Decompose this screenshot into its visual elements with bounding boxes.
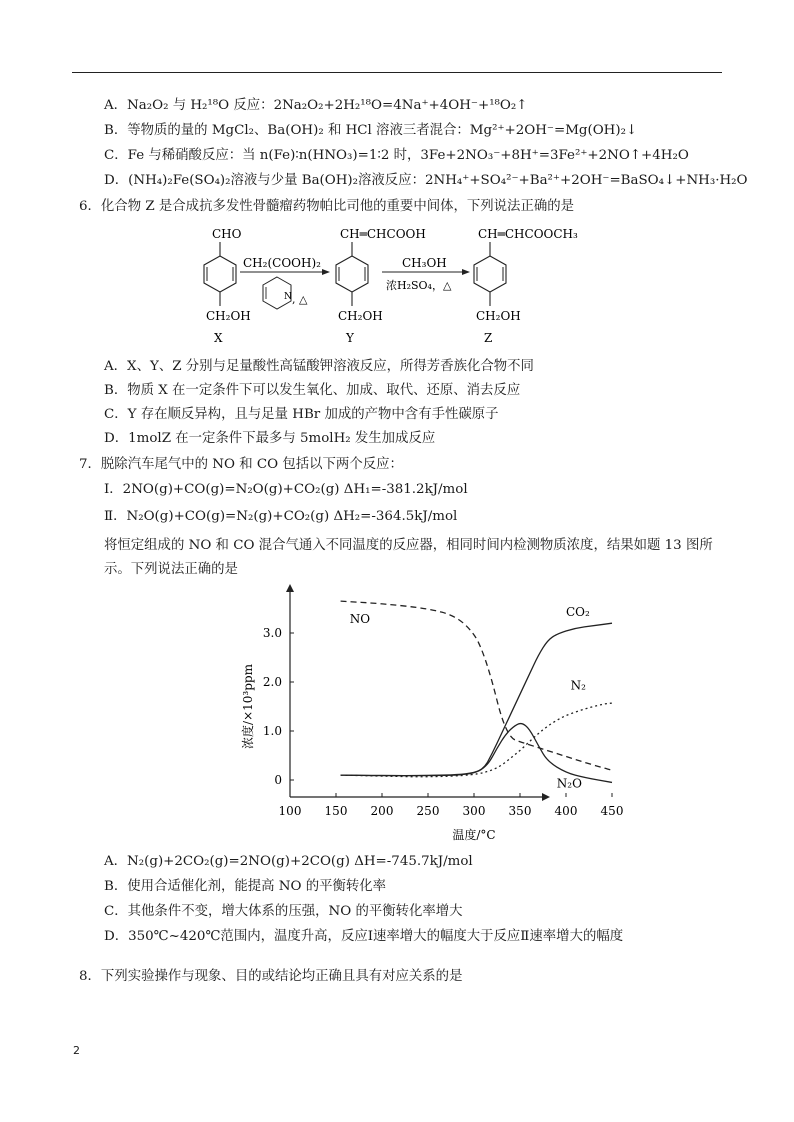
reagent-2: CH₃OH <box>402 256 447 270</box>
z-top-group: CH═CHCOOCH₃ <box>478 227 578 241</box>
x-axis-arrow <box>542 793 550 801</box>
q7-option-a: A．N₂(g)+2CO₂(g)=2NO(g)+2CO(g) ΔH=-745.7kJ/mol <box>104 854 473 869</box>
x-axis-label: 温度/°C <box>452 828 496 842</box>
q5-option-d: D．(NH₄)₂Fe(SO₄)₂溶液与少量 Ba(OH)₂溶液反应：2NH₄⁺+SO₄²⁻+Ba²⁺+2OH⁻=BaSO₄↓+NH₃·H₂O <box>104 173 748 188</box>
q7-option-b: B．使用合适催化剂，能提高 NO 的平衡转化率 <box>104 879 387 894</box>
series-name-label: CO₂ <box>566 604 590 619</box>
q7-stem: 7．脱除汽车尾气中的 NO 和 CO 包括以下两个反应： <box>79 457 403 472</box>
x-tick-label: 200 <box>370 804 394 818</box>
y-tick-label: 3.0 <box>262 626 282 640</box>
q5-option-a: A．Na₂O₂ 与 H₂¹⁸O 反应：2Na₂O₂+2H₂¹⁸O=4Na⁺+4OH⁻+¹⁸O₂↑ <box>104 98 528 113</box>
x-label: X <box>214 331 223 345</box>
q7-option-c: C．其他条件不变，增大体系的压强，NO 的平衡转化率增大 <box>104 904 463 919</box>
x-benzene-ring <box>204 256 236 292</box>
q7-reaction-1: Ⅰ．2NO(g)+CO(g)=N₂O(g)+CO₂(g) ΔH₁=-381.2kJ/mol <box>104 482 468 497</box>
series-name-label: N₂ <box>570 678 586 693</box>
q6-option-b: B．物质 X 在一定条件下可以发生氧化、加成、取代、还原、消去反应 <box>104 383 521 398</box>
y-axis-label: 浓度/×10³ppm <box>241 664 255 749</box>
q6-option-a: A．X、Y、Z 分别与足量酸性高锰酸钾溶液反应，所得芳香族化合物不同 <box>104 359 534 374</box>
y-benzene-ring <box>336 256 368 292</box>
pyridine-nitrogen: N <box>284 292 292 302</box>
page-number: 2 <box>73 1044 80 1057</box>
reaction-scheme <box>180 220 600 350</box>
y-axis-arrow <box>286 584 294 592</box>
q7-description-2: 示。下列说法正确的是 <box>104 562 238 577</box>
series-line <box>341 703 612 777</box>
x-top-group: CHO <box>212 227 242 241</box>
reagent-2-condition: 浓H₂SO₄，△ <box>386 279 452 292</box>
q7-option-d: D．350℃~420℃范围内，温度升高，反应Ⅰ速率增大的幅度大于反应Ⅱ速率增大的幅度 <box>104 929 624 944</box>
concentration-chart <box>230 582 624 852</box>
x-tick-label: 450 <box>600 804 624 818</box>
q6-stem: 6．化合物 Z 是合成抗多发性骨髓瘤药物帕比司他的重要中间体，下列说法正确的是 <box>79 199 575 214</box>
x-tick-label: 100 <box>278 804 302 818</box>
x-tick-label: 150 <box>324 804 348 818</box>
x-tick-label: 250 <box>416 804 440 818</box>
q7-description-1: 将恒定组成的 NO 和 CO 混合气通入不同温度的反应器，相同时间内检测物质浓度，结果如题 13 图所 <box>104 538 713 553</box>
y-tick-label: 0 <box>274 773 282 787</box>
y-tick-label: 2.0 <box>262 675 282 689</box>
series-line <box>341 623 612 775</box>
z-benzene-ring <box>474 256 506 292</box>
reagent-1: CH₂(COOH)₂ <box>243 256 321 270</box>
q6-option-d: D．1molZ 在一定条件下最多与 5molH₂ 发生加成反应 <box>104 431 436 446</box>
x-bottom-group: CH₂OH <box>206 309 251 323</box>
y-label: Y <box>346 331 354 345</box>
q6-option-c: C．Y 存在顺反异构，且与足量 HBr 加成的产物中含有手性碳原子 <box>104 407 499 422</box>
q5-option-c: C．Fe 与稀硝酸反应：当 n(Fe)∶n(HNO₃)=1∶2 时，3Fe+2NO₃⁻+8H⁺=3Fe²⁺+2NO↑+4H₂O <box>104 148 689 163</box>
x-tick-label: 400 <box>554 804 578 818</box>
y-bottom-group: CH₂OH <box>338 309 383 323</box>
y-top-group: CH═CHCOOH <box>340 227 426 241</box>
series-name-label: N₂O <box>556 776 582 791</box>
q5-option-b: B．等物质的量的 MgCl₂、Ba(OH)₂ 和 HCl 溶液三者混合：Mg²⁺+2OH⁻=Mg(OH)₂↓ <box>104 123 638 138</box>
top-rule <box>72 72 722 73</box>
series-name-label: NO <box>349 612 371 627</box>
z-label: Z <box>484 331 493 345</box>
x-tick-label: 300 <box>462 804 486 818</box>
x-tick-label: 350 <box>508 804 532 818</box>
reagent-1-condition: , △ <box>292 293 308 306</box>
q8-stem: 8．下列实验操作与现象、目的或结论均正确且具有对应关系的是 <box>79 969 463 984</box>
q7-reaction-2: Ⅱ．N₂O(g)+CO(g)=N₂(g)+CO₂(g) ΔH₂=-364.5kJ/mol <box>104 509 458 524</box>
z-bottom-group: CH₂OH <box>476 309 521 323</box>
y-tick-label: 1.0 <box>262 724 282 738</box>
